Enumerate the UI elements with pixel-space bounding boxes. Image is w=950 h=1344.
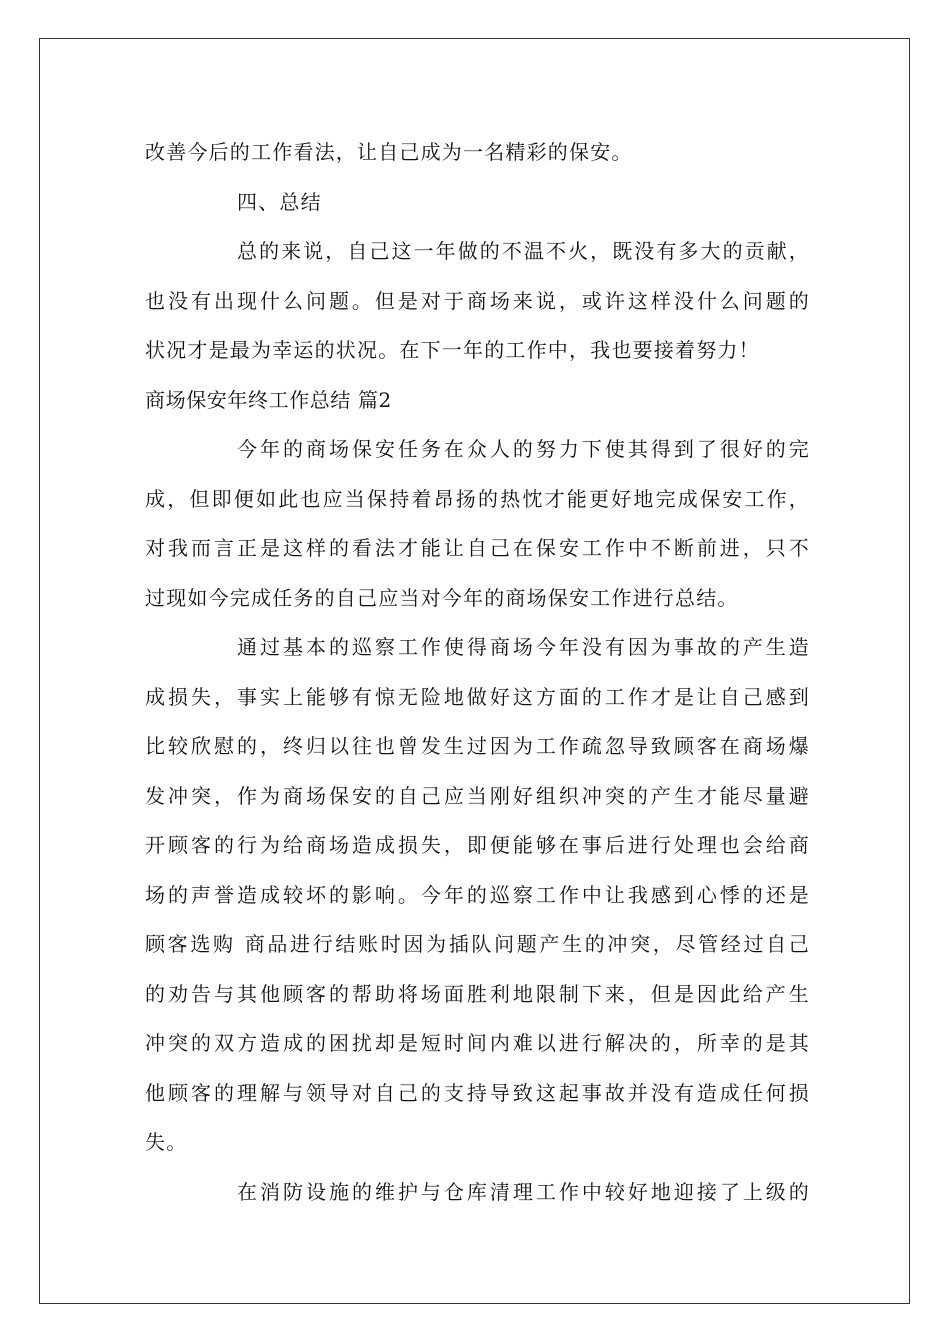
paragraph-line: 发冲突，作为商场保安的自己应当刚好组织冲突的产生才能尽量避: [145, 783, 810, 808]
paragraph-line: 失。: [145, 1130, 188, 1154]
paragraph-line: 成，但即便如此也应当保持着昂扬的热忱才能更好地完成保安工作，: [145, 486, 810, 511]
document-body: [145, 128, 810, 1217]
paragraph-line: 状况才是最为幸运的状况。在下一年的工作中，我也要接着努力！: [145, 338, 760, 362]
paragraph-1: [145, 425, 810, 623]
carryover-line: 改善今后的工作看法，让自己成为一名精彩的保安。: [145, 140, 633, 164]
article-title: 商场保安年终工作总结 篇2: [145, 387, 392, 412]
paragraph-line: 总的来说，自己这一年做的不温不火，既没有多大的贡献，: [237, 239, 810, 263]
paragraph-line: 过现如今完成任务的自己应当对今年的商场保安工作进行总结。: [145, 585, 739, 610]
paragraph-line: 成损失，事实上能够有惊无险地做好这方面的工作才是让自己感到: [145, 684, 810, 709]
paragraph-line: 的劝告与其他顾客的帮助将场面胜利地限制下来，但是因此给产生: [145, 981, 810, 1006]
paragraph-2: [145, 623, 810, 1168]
section-heading-summary: 四、总结: [237, 189, 322, 214]
paragraph-line: 今年的商场保安任务在众人的努力下使其得到了很好的完: [237, 437, 810, 461]
paragraph-line: 通过基本的巡察工作使得商场今年没有因为事故的产生造: [237, 635, 810, 659]
paragraph-line: 也没有出现什么问题。但是对于商场来说，或许这样没什么问题的: [145, 288, 810, 313]
paragraph-3: [145, 1168, 810, 1218]
paragraph-line: 场的声誉造成较坏的影响。今年的巡察工作中让我感到心悸的还是: [145, 882, 810, 907]
summary-paragraph: [145, 227, 810, 376]
paragraph-line: 冲突的双方造成的困扰却是短时间内难以进行解决的，所幸的是其: [145, 1031, 810, 1055]
paragraph-line: 在消防设施的维护与仓库清理工作中较好地迎接了上级的: [237, 1179, 810, 1204]
paragraph-line: 开顾客的行为给商场造成损失，即便能够在事后进行处理也会给商: [145, 833, 810, 857]
paragraph-line: 他顾客的理解与领导对自己的支持导致这起事故并没有造成任何损: [145, 1080, 810, 1105]
paragraph-line: 比较欣慰的，终归以往也曾发生过因为工作疏忽导致顾客在商场爆: [145, 734, 810, 758]
paragraph-line: 顾客选购 商品进行结账时因为插队问题产生的冲突，尽管经过自己: [145, 932, 810, 956]
paragraph-line: 对我而言正是这样的看法才能让自己在保安工作中不断前进，只不: [145, 536, 810, 560]
